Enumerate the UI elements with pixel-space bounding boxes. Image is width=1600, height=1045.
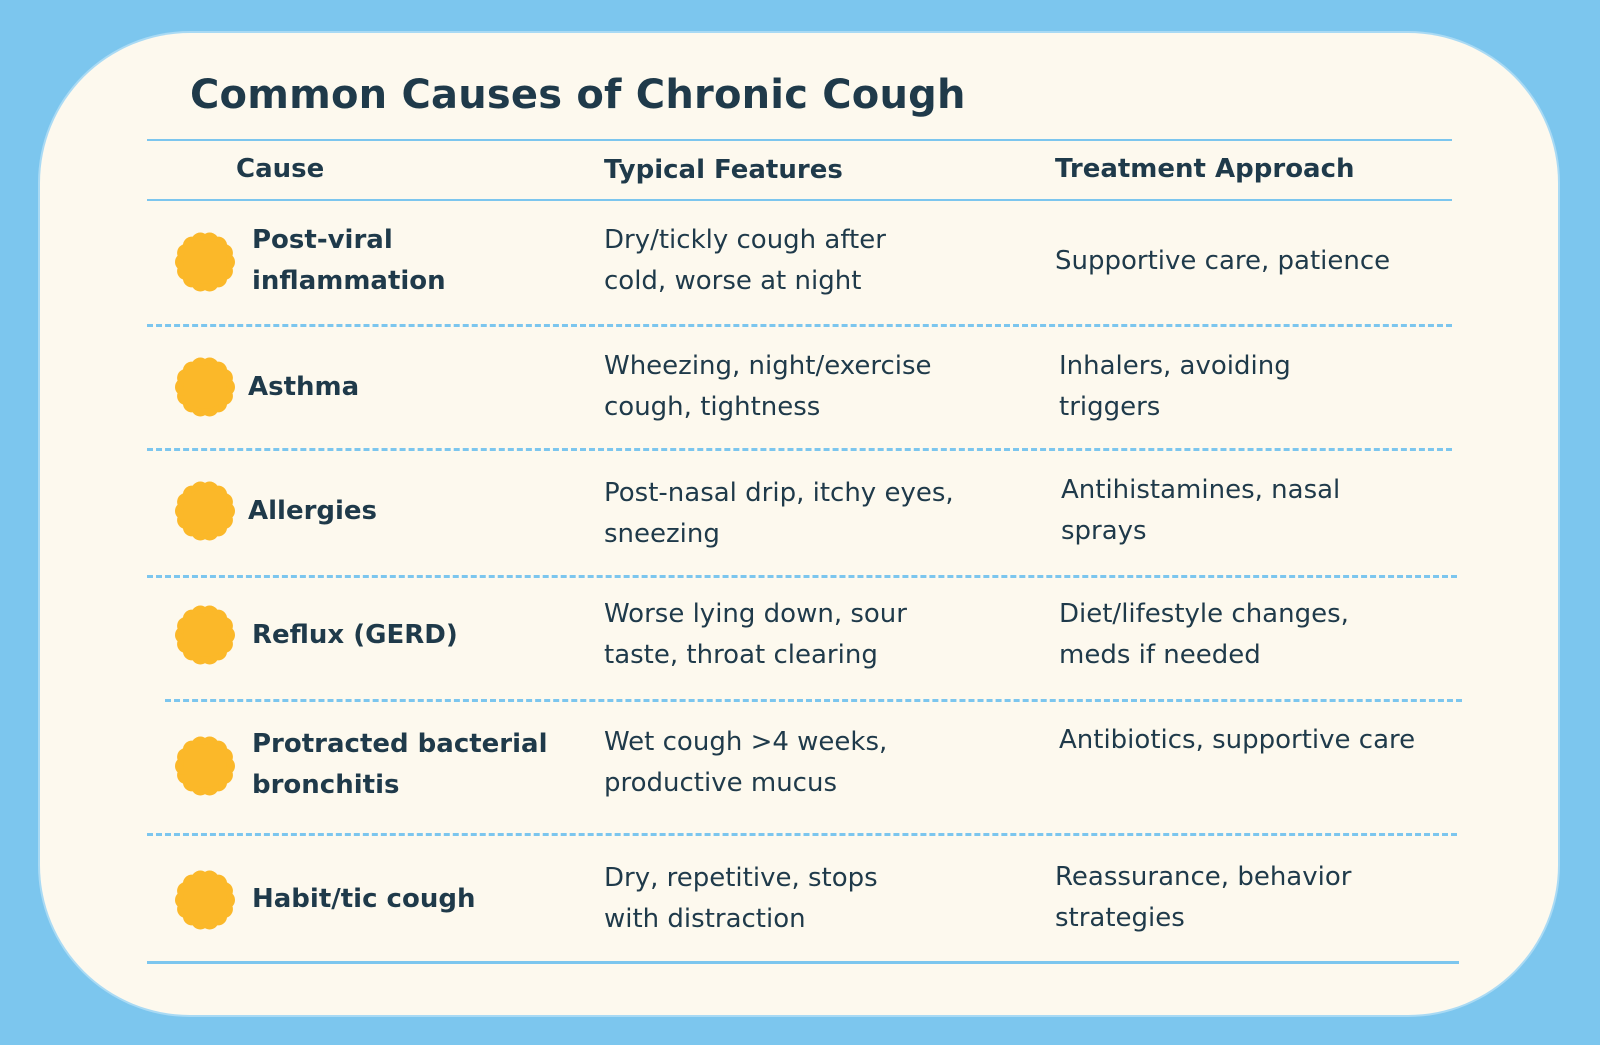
treatment-cell: Supportive care, patience [1055, 245, 1391, 276]
sun-flower-icon [173, 479, 237, 543]
cause-label: Reflux (GERD) [252, 619, 458, 650]
treatment-cell: Inhalers, avoiding triggers [1059, 351, 1291, 422]
column-header-treatment: Treatment Approach [1055, 154, 1355, 184]
cause-label: Post-viral inflammation [252, 225, 446, 296]
cause-label: Protracted bacterial bronchitis [252, 729, 548, 800]
features-cell: Dry/tickly cough after cold, worse at night [604, 225, 886, 296]
treatment-cell: Diet/lifestyle changes, meds if needed [1059, 599, 1349, 670]
sun-flower-icon [173, 868, 237, 932]
table-row [147, 836, 1457, 960]
features-cell: Worse lying down, sour taste, throat clearing [604, 599, 907, 670]
cause-label: Allergies [248, 495, 378, 526]
features-cell: Wet cough >4 weeks, productive mucus [604, 727, 888, 798]
table-row [147, 327, 1457, 449]
treatment-cell: Antibiotics, supportive care [1059, 725, 1416, 755]
features-cell: Post-nasal drip, itchy eyes, sneezing [604, 478, 954, 549]
column-header-features: Typical Features [604, 155, 843, 185]
sun-flower-icon [173, 355, 237, 419]
table-row [147, 451, 1457, 576]
table-bottom-rule [147, 961, 1459, 964]
page-title: Common Causes of Chronic Cough [190, 72, 966, 118]
sun-flower-icon [173, 734, 237, 798]
treatment-cell: Antihistamines, nasal sprays [1061, 475, 1341, 546]
table-row [147, 578, 1457, 700]
sun-flower-icon [173, 603, 237, 667]
features-cell: Dry, repetitive, stops with distraction [604, 863, 878, 934]
cause-label: Asthma [248, 371, 360, 402]
cause-label: Habit/tic cough [252, 883, 476, 914]
treatment-cell: Reassurance, behavior strategies [1055, 862, 1352, 933]
table-row [147, 200, 1457, 325]
sun-flower-icon [173, 230, 237, 294]
header-top-rule [147, 139, 1452, 141]
table-row [147, 702, 1457, 832]
features-cell: Wheezing, night/exercise cough, tightness [604, 351, 932, 422]
column-header-cause: Cause [236, 154, 325, 184]
